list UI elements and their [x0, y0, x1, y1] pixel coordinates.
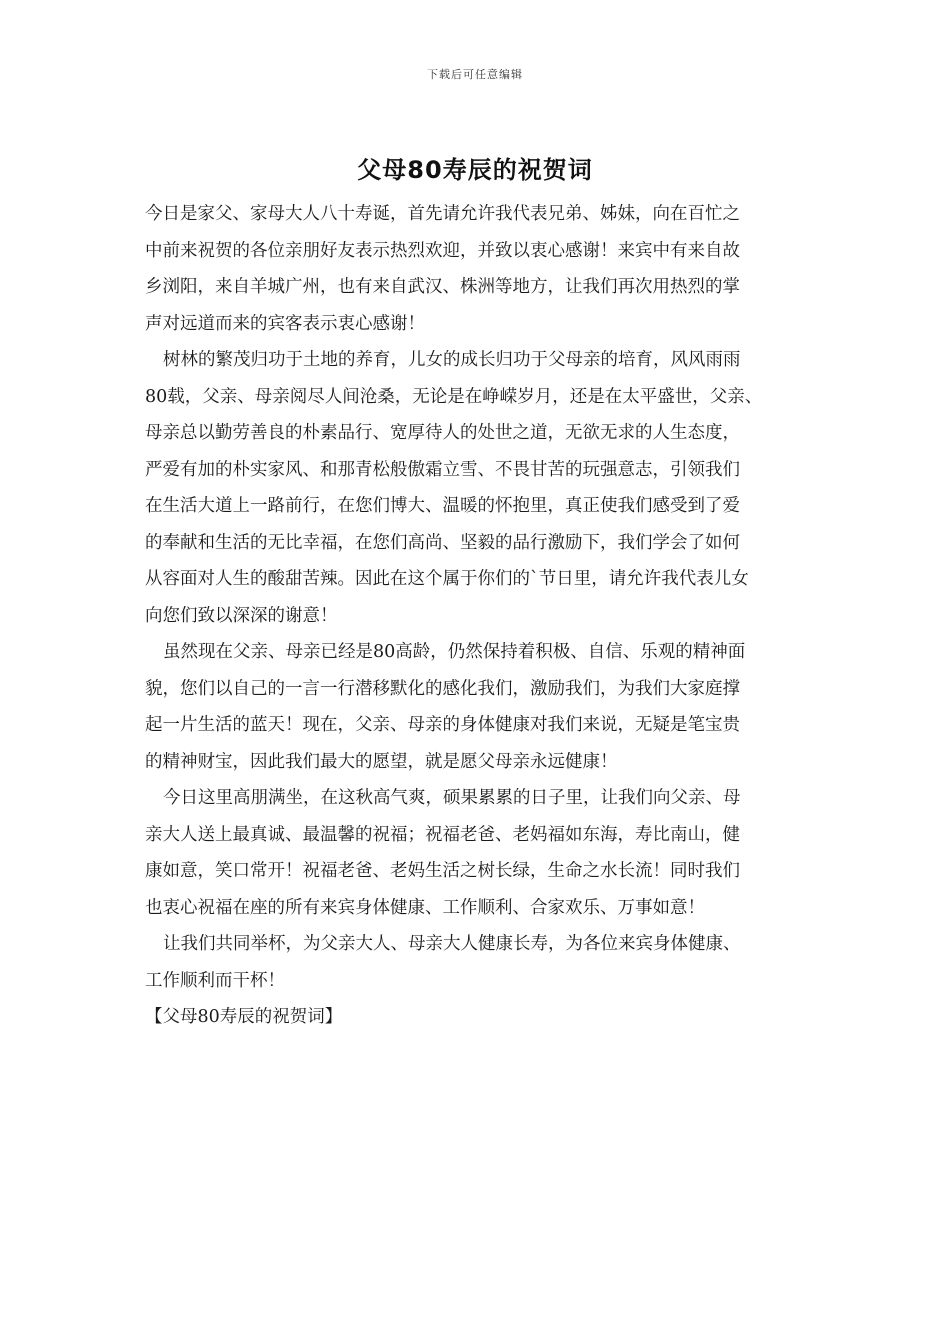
body-line: 让我们共同举杯，为父亲大人、母亲大人健康长寿，为各位来宾身体健康、 — [163, 934, 741, 954]
body-line: 母亲总以勤劳善良的朴素品行、宽厚待人的处世之道，无欲无求的人生态度， — [145, 423, 740, 443]
body-line: 乡浏阳，来自羊城广州，也有来自武汉、株洲等地方，让我们再次用热烈的掌 — [145, 277, 740, 297]
body-line: 康如意，笑口常开！祝福老爸、老妈生活之树长绿，生命之水长流！同时我们 — [145, 861, 740, 881]
body-line: 严爱有加的朴实家风、和那青松般傲霜立雪、不畏甘苦的玩强意志，引领我们 — [145, 459, 740, 480]
document-title: 父母80寿辰的祝贺词 — [357, 156, 593, 184]
body-line: 起一片生活的蓝天！现在，父亲、母亲的身体健康对我们来说，无疑是笔宝贵 — [145, 715, 740, 735]
body-line: 80载，父亲、母亲阅尽人间沧桑，无论是在峥嵘岁月，还是在太平盛世，父亲、 — [145, 386, 763, 407]
body-line: 树林的繁茂归功于土地的养育，儿女的成长归功于父母亲的培育，风风雨雨 — [163, 350, 741, 370]
body-line: 今日是家父、家母大人八十寿诞，首先请允许我代表兄弟、姊妹，向在百忙之 — [145, 204, 740, 224]
body-line: 中前来祝贺的各位亲朋好友表示热烈欢迎，并致以衷心感谢！来宾中有来自故 — [145, 240, 740, 261]
body-line: 从容面对人生的酸甜苦辣。因此在这个属于你们的`节日里，请允许我代表儿女 — [145, 569, 749, 589]
body-line: 虽然现在父亲、母亲已经是80高龄，仍然保持着积极、自信、乐观的精神面 — [163, 642, 746, 662]
body-line: 向您们致以深深的谢意！ — [145, 605, 338, 626]
body-line: 【父母80寿辰的祝贺词】 — [145, 1007, 343, 1027]
body-line: 今日这里高朋满坐，在这秋高气爽，硕果累累的日子里，让我们向父亲、母 — [163, 788, 741, 808]
body-line: 在生活大道上一路前行，在您们博大、温暖的怀抱里，真正使我们感受到了爱 — [145, 496, 740, 516]
document-body — [145, 196, 815, 1036]
body-line: 工作顺利而干杯！ — [145, 970, 285, 991]
body-line: 亲大人送上最真诚、最温馨的祝福；祝福老爸、老妈福如东海，寿比南山，健 — [145, 824, 740, 845]
body-line: 貌，您们以自己的一言一行潜移默化的感化我们，激励我们，为我们大家庭撑 — [145, 678, 740, 699]
body-line: 声对远道而来的宾客表示衷心感谢！ — [145, 313, 425, 334]
body-line: 也衷心祝福在座的所有来宾身体健康、工作顺利、合家欢乐、万事如意！ — [145, 897, 705, 918]
body-line: 的奉献和生活的无比幸福，在您们高尚、坚毅的品行激励下，我们学会了如何 — [145, 532, 740, 553]
header-note: 下载后可任意编辑 — [427, 68, 523, 81]
body-line: 的精神财宝，因此我们最大的愿望，就是愿父母亲永远健康！ — [145, 751, 618, 772]
